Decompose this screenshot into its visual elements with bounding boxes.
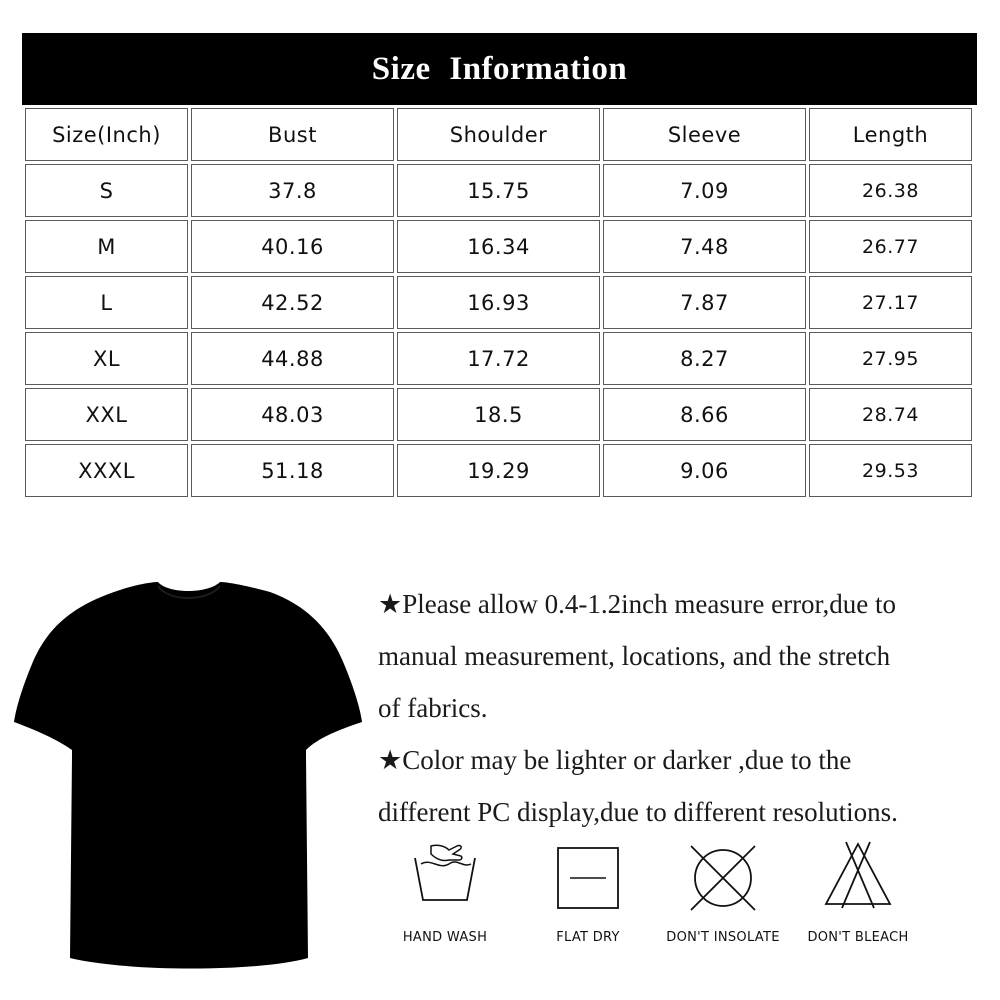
care-label: FLAT DRY: [556, 930, 620, 945]
care-dont-bleach: [783, 838, 933, 953]
header-cell: Sleeve: [603, 108, 806, 161]
size-table: [22, 105, 975, 500]
sleeve-cell: 8.27: [603, 332, 806, 385]
size-cell: XXXL: [25, 444, 188, 497]
tshirt-image: [8, 580, 370, 980]
sleeve-cell: 7.48: [603, 220, 806, 273]
shoulder-cell: 17.72: [397, 332, 600, 385]
table-row: [25, 220, 972, 273]
bust-cell: 37.8: [191, 164, 394, 217]
header-cell: Bust: [191, 108, 394, 161]
sleeve-cell: 7.87: [603, 276, 806, 329]
bust-cell: 44.88: [191, 332, 394, 385]
care-flat-dry: [513, 838, 663, 953]
table-row: [25, 164, 972, 217]
header-cell: Size(Inch): [25, 108, 188, 161]
shoulder-cell: 16.93: [397, 276, 600, 329]
shoulder-cell: 15.75: [397, 164, 600, 217]
dont-insolate-icon: [683, 838, 763, 918]
table-row: [25, 444, 972, 497]
size-cell: M: [25, 220, 188, 273]
table-header-row: [25, 108, 972, 161]
length-cell: 27.17: [809, 276, 972, 329]
shoulder-cell: 16.34: [397, 220, 600, 273]
dont-bleach-icon: [818, 838, 898, 918]
bust-cell: 42.52: [191, 276, 394, 329]
shoulder-cell: 18.5: [397, 388, 600, 441]
sleeve-cell: 9.06: [603, 444, 806, 497]
note-line: manual measurement, locations, and the stretch: [378, 641, 891, 671]
size-cell: L: [25, 276, 188, 329]
length-cell: 28.74: [809, 388, 972, 441]
header-cell: Length: [809, 108, 972, 161]
note-line: different PC display,due to different resolutions.: [378, 797, 898, 827]
tshirt-shape: [14, 582, 362, 969]
length-cell: 26.38: [809, 164, 972, 217]
size-cell: S: [25, 164, 188, 217]
length-cell: 29.53: [809, 444, 972, 497]
care-label: HAND WASH: [402, 930, 488, 945]
note-line: ★Please allow 0.4-1.2inch measure error,due to: [378, 589, 896, 619]
bust-cell: 51.18: [191, 444, 394, 497]
note-line: ★Color may be lighter or darker ,due to the: [378, 745, 852, 775]
table-row: [25, 276, 972, 329]
sleeve-cell: 7.09: [603, 164, 806, 217]
title-bar: [22, 33, 977, 105]
care-hand-wash: [370, 838, 520, 953]
shoulder-cell: 19.29: [397, 444, 600, 497]
page-title: Size Information: [371, 50, 628, 87]
table-row: [25, 388, 972, 441]
care-instructions: [378, 838, 978, 958]
sleeve-cell: 8.66: [603, 388, 806, 441]
header-cell: Shoulder: [397, 108, 600, 161]
note-line: of fabrics.: [378, 693, 488, 723]
hand-wash-icon: [405, 838, 485, 918]
size-cell: XXL: [25, 388, 188, 441]
size-cell: XL: [25, 332, 188, 385]
care-label: DON'T INSOLATE: [666, 930, 780, 945]
flat-dry-icon: [548, 838, 628, 918]
bust-cell: 48.03: [191, 388, 394, 441]
bust-cell: 40.16: [191, 220, 394, 273]
length-cell: 27.95: [809, 332, 972, 385]
length-cell: 26.77: [809, 220, 972, 273]
care-label: DON'T BLEACH: [807, 930, 909, 945]
table-row: [25, 332, 972, 385]
care-dont-insolate: [648, 838, 798, 953]
notes: [378, 578, 978, 838]
